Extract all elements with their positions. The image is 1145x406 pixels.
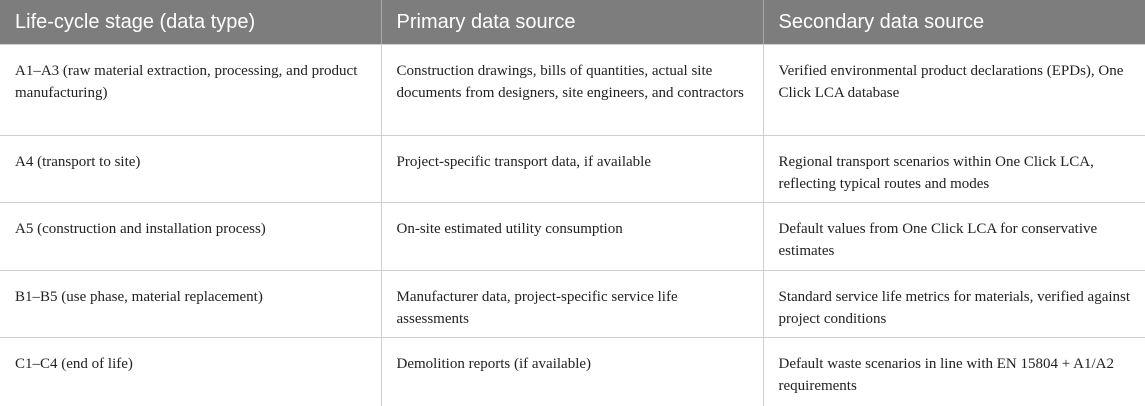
cell-life-cycle-stage: A4 (transport to site)	[0, 136, 381, 203]
cell-secondary-source: Default values from One Click LCA for conservative estimates	[763, 203, 1145, 271]
cell-life-cycle-stage: A1–A3 (raw material extraction, processing, and product manufacturing)	[0, 45, 381, 136]
header-row	[0, 0, 1145, 45]
header-life-cycle-stage: Life-cycle stage (data type)	[0, 0, 381, 45]
header-secondary-data-source: Secondary data source	[763, 0, 1145, 45]
cell-primary-source: On-site estimated utility consumption	[381, 203, 763, 271]
table-row	[0, 136, 1145, 203]
table-row	[0, 338, 1145, 406]
cell-primary-source: Demolition reports (if available)	[381, 338, 763, 406]
cell-secondary-source: Standard service life metrics for materials, verified against project conditions	[763, 271, 1145, 338]
table-row	[0, 203, 1145, 271]
cell-secondary-source: Regional transport scenarios within One Click LCA, reflecting typical routes and modes	[763, 136, 1145, 203]
cell-primary-source: Construction drawings, bills of quantities, actual site documents from designers, site engineers, and contractors	[381, 45, 763, 136]
table-row	[0, 271, 1145, 338]
cell-secondary-source: Verified environmental product declarations (EPDs), One Click LCA database	[763, 45, 1145, 136]
cell-secondary-source: Default waste scenarios in line with EN 15804 + A1/A2 requirements	[763, 338, 1145, 406]
table-body	[0, 45, 1145, 406]
header-primary-data-source: Primary data source	[381, 0, 763, 45]
cell-life-cycle-stage: A5 (construction and installation process)	[0, 203, 381, 271]
cell-life-cycle-stage: C1–C4 (end of life)	[15, 356, 133, 372]
cell-primary-source: Project-specific transport data, if available	[381, 136, 763, 203]
table-header	[0, 0, 1145, 45]
cell-life-cycle-stage: B1–B5 (use phase, material replacement)	[0, 271, 381, 338]
table-row	[0, 45, 1145, 136]
cell-primary-source: Manufacturer data, project-specific service life assessments	[381, 271, 763, 338]
